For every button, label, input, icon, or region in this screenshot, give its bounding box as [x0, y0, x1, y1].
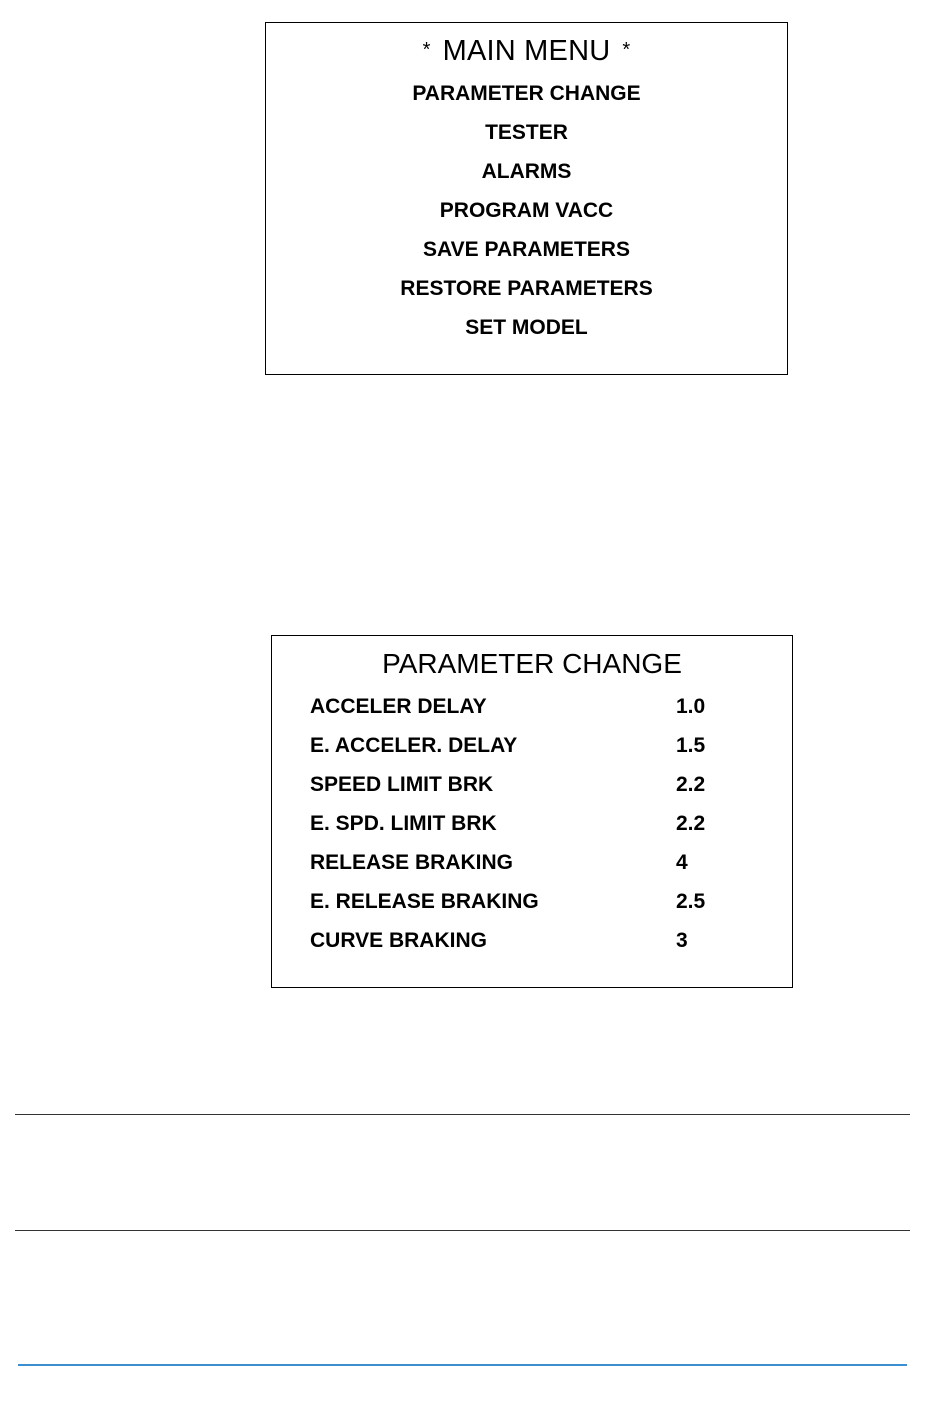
parameter-list	[310, 692, 772, 965]
main-menu-list	[266, 79, 787, 352]
menu-item-restore-parameters[interactable]: RESTORE PARAMETERS	[400, 277, 653, 300]
parameter-value: 1.5	[676, 734, 706, 757]
main-menu-title-text: MAIN MENU	[442, 35, 611, 67]
parameter-row-e-acceler-delay[interactable]	[310, 731, 772, 770]
parameter-label: E. RELEASE BRAKING	[310, 890, 539, 913]
parameter-label: ACCELER DELAY	[310, 695, 487, 718]
parameter-value: 2.2	[676, 812, 706, 835]
parameter-label: CURVE BRAKING	[310, 929, 487, 952]
divider-line	[15, 1230, 910, 1231]
parameter-row-curve-braking[interactable]	[310, 926, 772, 965]
menu-item-alarms[interactable]: ALARMS	[481, 160, 572, 183]
parameter-label: SPEED LIMIT BRK	[310, 773, 494, 796]
star-icon: *	[422, 39, 431, 61]
parameter-label: E. ACCELER. DELAY	[310, 734, 518, 757]
parameter-label: RELEASE BRAKING	[310, 851, 514, 874]
main-menu-screen	[265, 22, 788, 375]
menu-item-tester[interactable]: TESTER	[485, 121, 568, 144]
divider-line	[15, 1114, 910, 1115]
menu-item-save-parameters[interactable]: SAVE PARAMETERS	[423, 238, 630, 261]
parameter-value: 2.5	[676, 890, 706, 913]
star-icon: *	[622, 39, 631, 61]
parameter-value: 4	[676, 851, 688, 874]
parameter-row-e-release-braking[interactable]	[310, 887, 772, 926]
parameter-value: 3	[676, 929, 688, 952]
parameter-row-acceler-delay[interactable]	[310, 692, 772, 731]
menu-item-parameter-change[interactable]: PARAMETER CHANGE	[412, 82, 641, 105]
parameter-change-screen	[271, 635, 793, 988]
parameter-row-e-spd-limit-brk[interactable]	[310, 809, 772, 848]
parameter-value: 1.0	[676, 695, 706, 718]
parameter-row-release-braking[interactable]	[310, 848, 772, 887]
menu-item-set-model[interactable]: SET MODEL	[465, 316, 588, 339]
parameter-change-title: PARAMETER CHANGE	[382, 648, 682, 679]
footer-rule	[18, 1364, 907, 1366]
parameter-row-speed-limit-brk[interactable]	[310, 770, 772, 809]
main-menu-title	[266, 35, 787, 68]
parameter-label: E. SPD. LIMIT BRK	[310, 812, 497, 835]
menu-item-program-vacc[interactable]: PROGRAM VACC	[439, 199, 614, 222]
parameter-value: 2.2	[676, 773, 706, 796]
